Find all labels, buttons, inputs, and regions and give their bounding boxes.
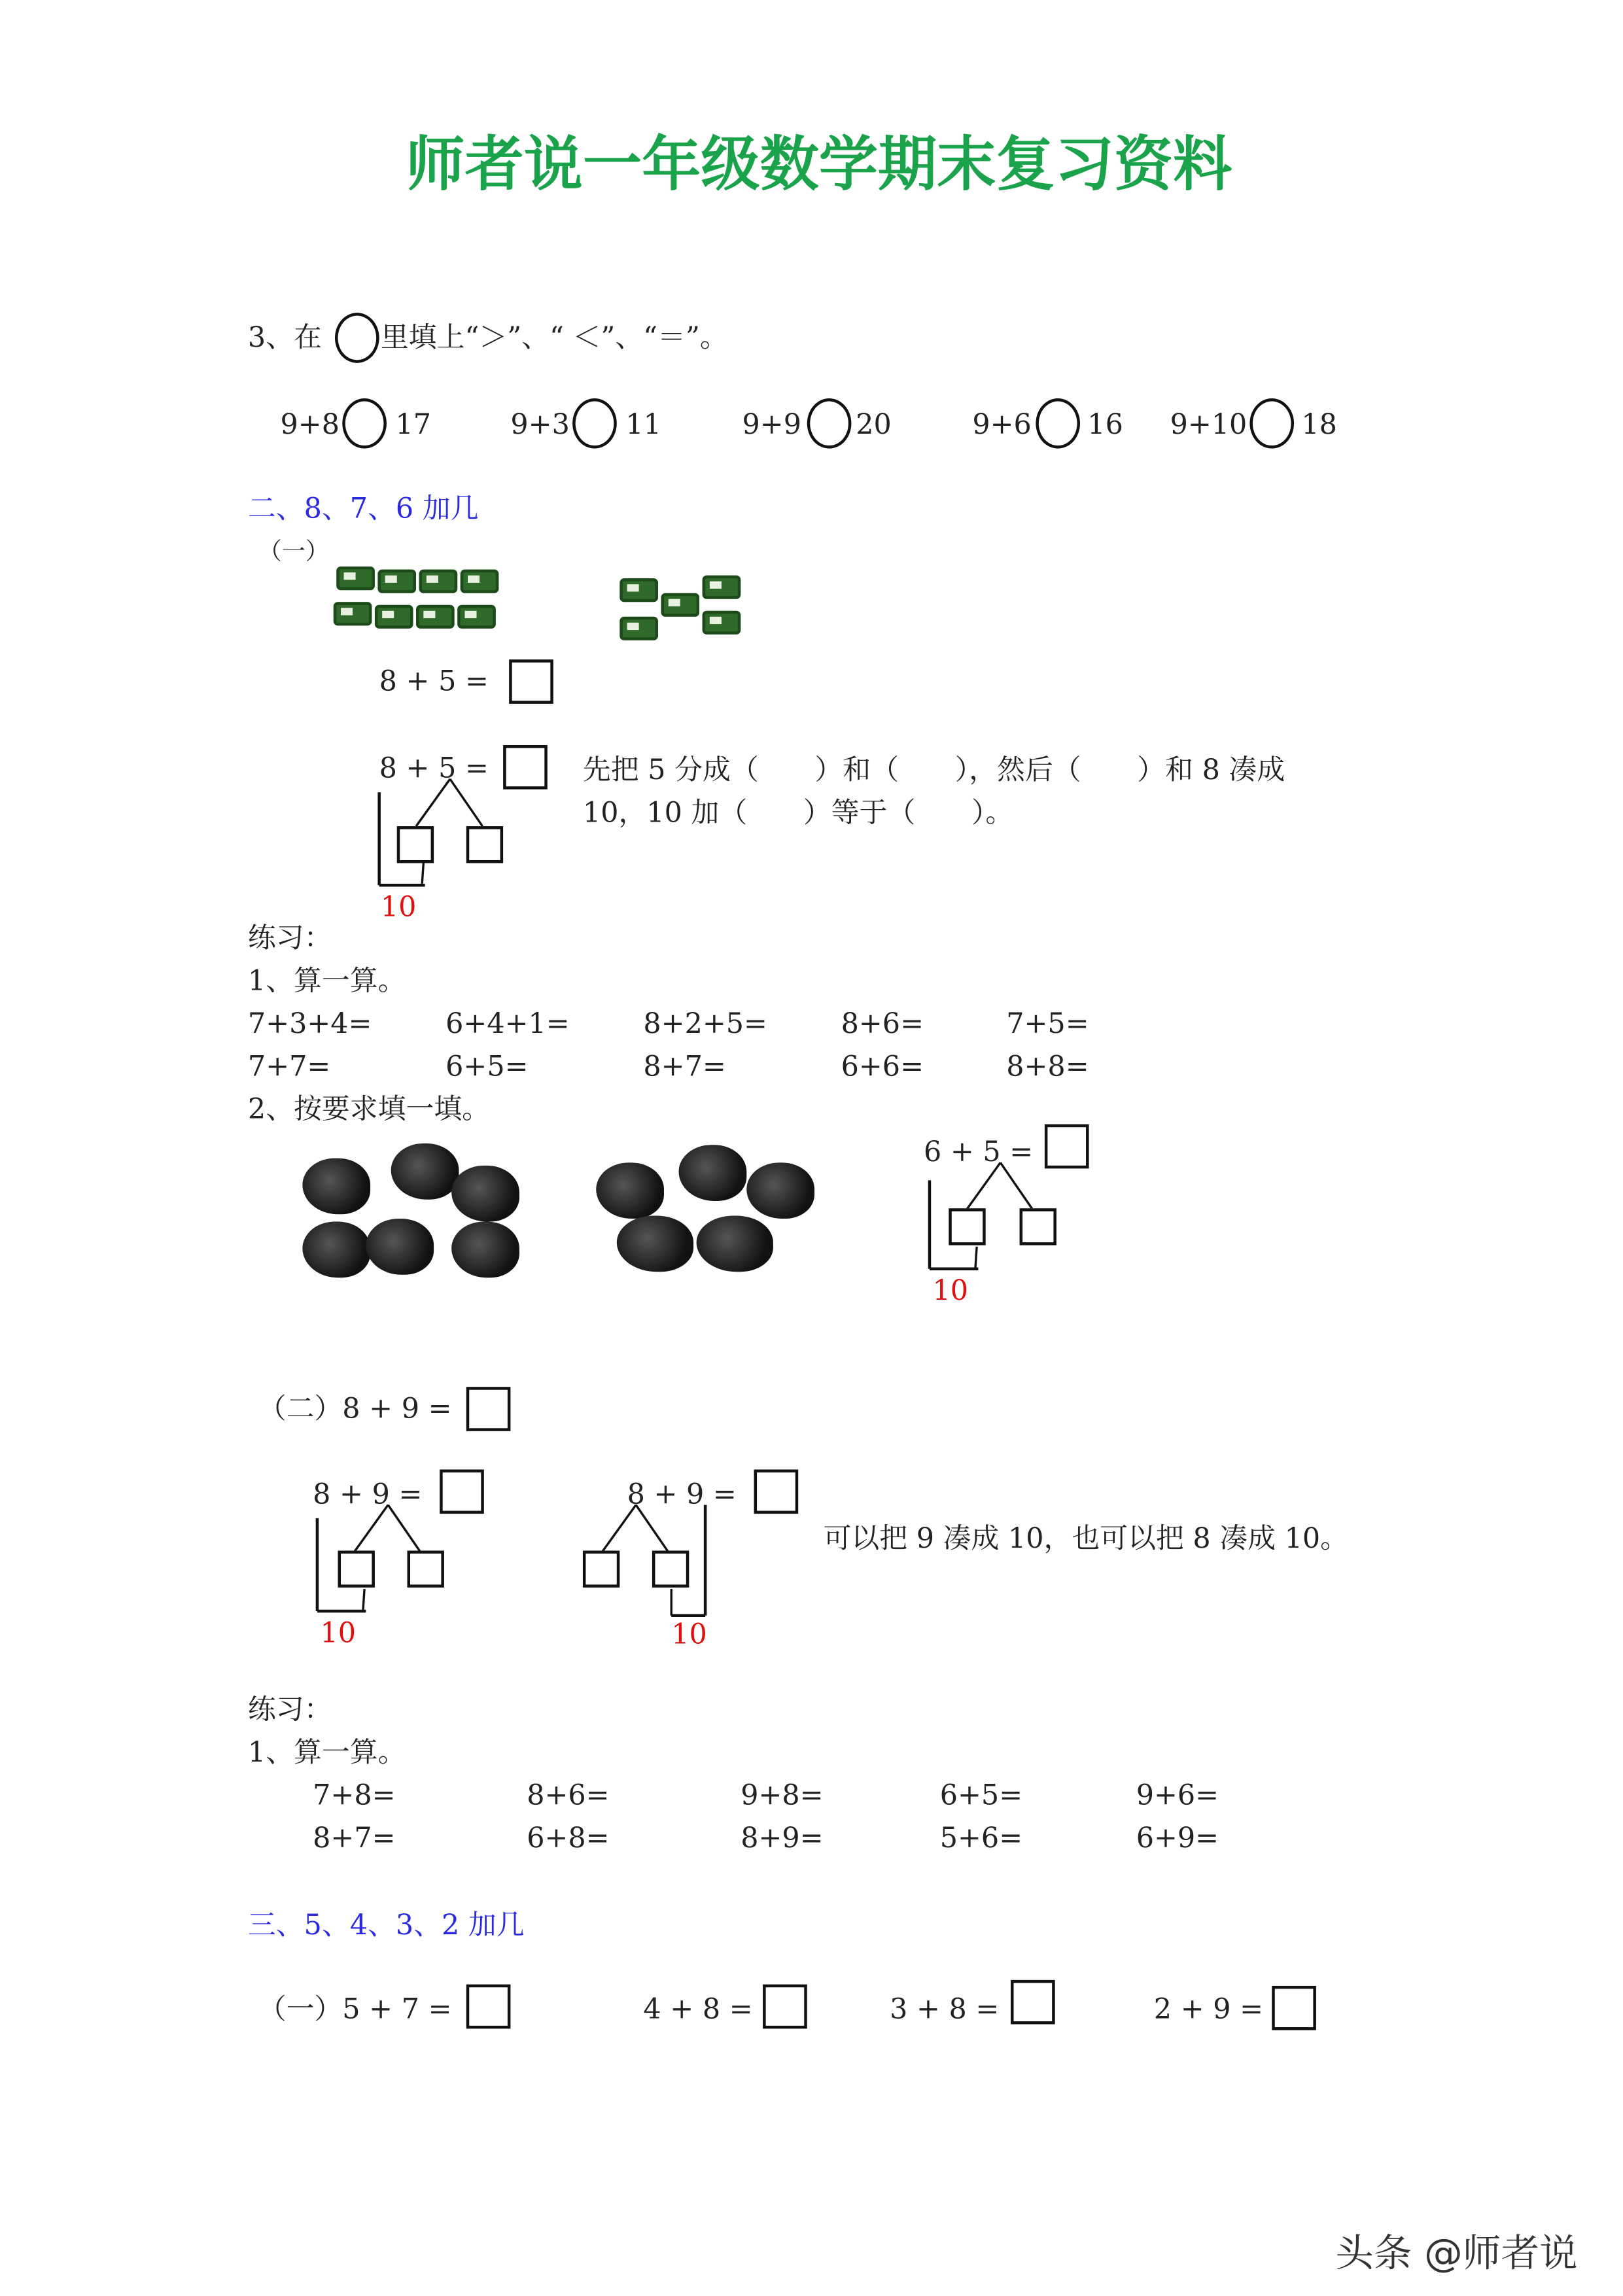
answer-box[interactable] [1272, 1986, 1316, 2030]
calc-item: 6+5= [445, 1050, 529, 1083]
calc-item: 8+7= [313, 1822, 396, 1855]
compare-right: 16 [1087, 408, 1123, 442]
equation: （一）5 + 7 = [258, 1993, 452, 2026]
equation: 3 + 8 = [890, 1993, 1000, 2026]
split-box[interactable] [397, 826, 434, 863]
practice-label: 练习： [247, 1694, 332, 1726]
split-box[interactable] [466, 826, 503, 863]
calc-item: 7+7= [247, 1050, 331, 1083]
answer-box[interactable] [754, 1469, 799, 1514]
compare-right: 17 [395, 408, 432, 442]
compare-right: 20 [856, 408, 892, 442]
answer-box[interactable] [466, 1387, 511, 1431]
compare-left: 9+6 [972, 408, 1032, 442]
explain-line: 先把 5 分成（ ）和（ ），然后（ ）和 8 凑成 [582, 754, 1285, 787]
compare-right: 18 [1301, 408, 1337, 442]
answer-circle[interactable] [572, 398, 617, 449]
calc-item: 9+6= [1136, 1779, 1219, 1812]
answer-box[interactable] [763, 1985, 807, 2029]
calc-item: 7+3+4= [247, 1007, 372, 1041]
answer-box[interactable] [466, 1985, 511, 2029]
calc-item: 6+4+1= [445, 1007, 570, 1041]
answer-circle[interactable] [1249, 398, 1294, 449]
equation: 8 + 9 = [313, 1478, 423, 1511]
q3-label-rest: 里填上“＞”、“ ＜”、“＝”。 [380, 321, 728, 355]
practice-item: 1、算一算。 [247, 1736, 406, 1769]
circle-icon [335, 313, 379, 363]
equation: 8 + 5 = [379, 752, 489, 785]
compare-right: 11 [625, 408, 661, 442]
split-box[interactable] [338, 1551, 375, 1588]
section-heading: 二、8、7、6 加几 [247, 493, 479, 525]
calc-item: 5+6= [939, 1822, 1023, 1855]
calc-item: 6+6= [841, 1050, 924, 1083]
equation: （二）8 + 9 = [258, 1393, 452, 1425]
calc-item: 7+8= [313, 1779, 396, 1812]
answer-circle[interactable] [342, 398, 387, 449]
answer-box[interactable] [1011, 1980, 1055, 2025]
ten-label: 10 [320, 1617, 356, 1650]
calc-item: 8+7= [643, 1050, 726, 1083]
compare-left: 9+9 [742, 408, 801, 442]
practice-item: 1、算一算。 [247, 965, 406, 998]
section-heading: 三、5、4、3、2 加几 [247, 1909, 525, 1942]
equation: 2 + 9 = [1153, 1993, 1264, 2026]
explain-line: 10，10 加（ ）等于（ ）。 [582, 796, 1014, 829]
answer-circle[interactable] [1036, 398, 1080, 449]
compare-left: 9+8 [280, 408, 340, 442]
explain-line: 可以把 9 凑成 10，也可以把 8 凑成 10。 [823, 1522, 1349, 1556]
watermark: 头条 @师者说 [1335, 2232, 1578, 2277]
calc-item: 6+5= [939, 1779, 1023, 1812]
equation: 8 + 9 = [627, 1478, 737, 1511]
compare-left: 9+3 [510, 408, 570, 442]
calc-item: 8+8= [1006, 1050, 1089, 1083]
calc-item: 8+9= [741, 1822, 824, 1855]
split-box[interactable] [949, 1208, 985, 1245]
split-box[interactable] [408, 1551, 444, 1588]
equation: 4 + 8 = [643, 1993, 753, 2026]
subheading: （一） [258, 537, 330, 565]
calc-item: 8+6= [527, 1779, 610, 1812]
calc-item: 6+9= [1136, 1822, 1219, 1855]
calc-item: 6+8= [527, 1822, 610, 1855]
practice-label: 练习： [247, 922, 332, 955]
equation: 6 + 5 = [923, 1136, 1034, 1169]
answer-circle[interactable] [807, 398, 852, 449]
calc-item: 8+6= [841, 1007, 924, 1041]
calc-item: 8+2+5= [643, 1007, 767, 1041]
split-box[interactable] [1020, 1208, 1056, 1245]
page-title: 师者说一年级数学期末复习资料 [406, 131, 1232, 200]
split-box[interactable] [652, 1551, 689, 1588]
split-box[interactable] [583, 1551, 620, 1588]
answer-box[interactable] [509, 659, 553, 704]
practice-item: 2、按要求填一填。 [247, 1093, 491, 1126]
equation: 8 + 5 = [379, 665, 489, 698]
ten-label: 10 [932, 1274, 969, 1308]
q3-label: 3、在 [247, 321, 322, 355]
calc-item: 9+8= [741, 1779, 824, 1812]
ten-label: 10 [671, 1618, 707, 1651]
compare-left: 9+10 [1170, 408, 1248, 442]
calc-item: 7+5= [1006, 1007, 1089, 1041]
ten-label: 10 [380, 891, 417, 924]
